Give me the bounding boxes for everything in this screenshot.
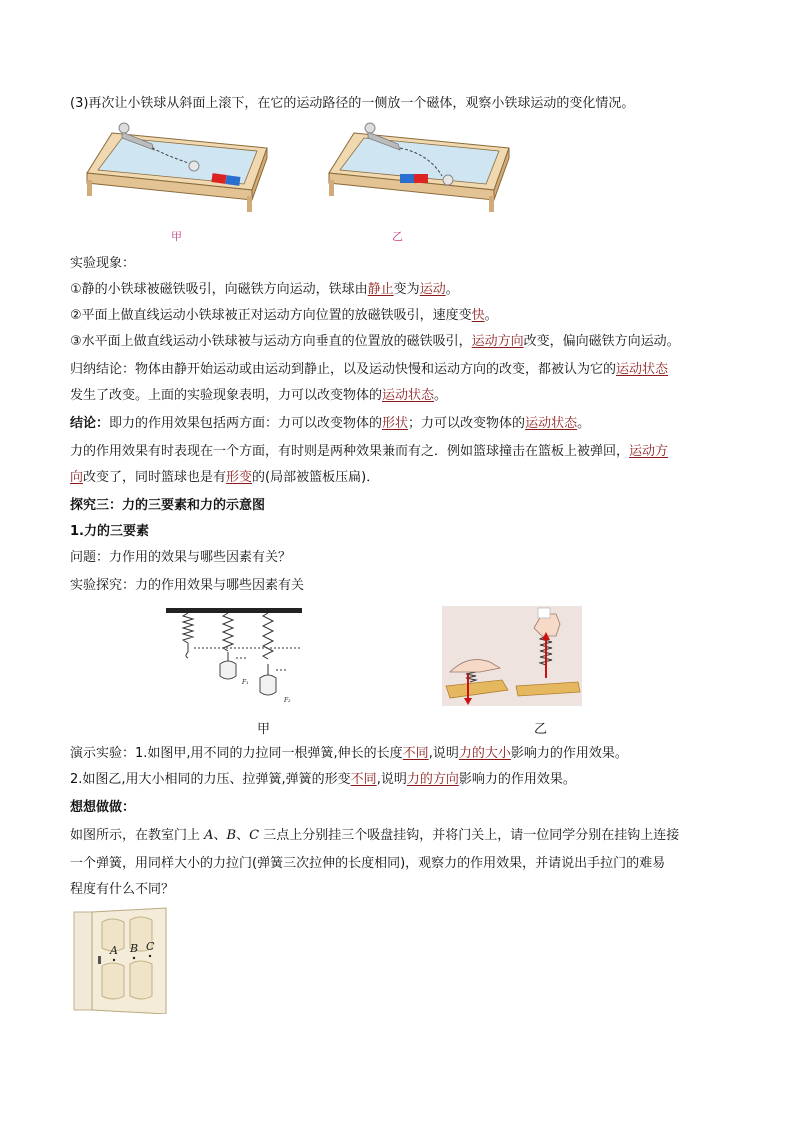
figure-2-caption-a: 甲 (257, 722, 271, 737)
answer-deformation: 形变 (226, 470, 253, 485)
observation-1: ①静的小铁球被磁铁吸引，向磁铁方向运动，铁球由静止变为运动。 (70, 282, 459, 297)
answer-motion-dir-1: 运动方 (629, 444, 669, 459)
answer-different-2: 不同 (350, 772, 377, 787)
experiment-text: 实验探究：力的作用效果与哪些因素有关 (70, 578, 305, 593)
summary-line-1: 归纳结论：物体由静开始运动或由运动到静止，以及运动快慢和运动方向的改变，都被认为它的运动状态 (70, 362, 669, 377)
answer-force-direction: 力的方向 (406, 772, 459, 787)
door-figure (70, 906, 170, 1014)
answer-direction: 运动方向 (471, 334, 524, 349)
answer-motion-state-1: 运动状态 (616, 362, 669, 377)
answer-moving: 运动 (419, 282, 446, 297)
demo-1: 演示实验：1.如图甲,用不同的力拉同一根弹簧,伸长的长度不同,说明力的大小影响力的作用效果。 (70, 746, 628, 761)
springs-figure (166, 604, 306, 708)
conclusion: 结论：即力的作用效果包括两方面：力可以改变物体的形状；力可以改变物体的运动状态。 (70, 416, 591, 431)
observation-3: ③水平面上做直线运动小铁球被与运动方向垂直的位置放的磁铁吸引，运动方向改变，偏向磁铁方向运动。 (70, 334, 680, 349)
answer-motion-state-2: 运动状态 (382, 388, 435, 403)
door-paragraph-line-2: 一个弹簧，用同样大小的力拉门(弹簧三次拉伸的长度相同)，观察力的作用效果，并请说出手拉门的难易 (70, 856, 666, 871)
door-point-a: A (110, 944, 118, 957)
question-text: 问题：力作用的效果与哪些因素有关？ (70, 550, 292, 565)
effects-line-2: 向改变了，同时篮球也是有形变的(局部被篮板压扁)． (70, 470, 380, 485)
door-point-b: B (130, 942, 139, 955)
observation-heading: 实验现象： (70, 256, 136, 271)
paragraph-3: (3)再次让小铁球从斜面上滚下，在它的运动路径的一侧放一个磁体，观察小铁球运动的变化情况。 (70, 96, 635, 111)
answer-different-1: 不同 (402, 746, 429, 761)
answer-motion-dir-2: 向 (70, 470, 84, 485)
force-label-f2: F₂ (284, 697, 291, 704)
subsection-1-heading: 1.力的三要素 (70, 524, 149, 539)
answer-force-magnitude: 力的大小 (458, 746, 511, 761)
demo-2: 2.如图乙,用大小相同的力压、拉弹簧,弹簧的形变不同,说明力的方向影响力的作用效果。 (70, 772, 576, 787)
magnet-ball-figure-b (324, 118, 524, 218)
figure-2-caption-b: 乙 (534, 722, 548, 737)
figure-1-caption-b: 乙 (392, 230, 403, 243)
think-and-do-heading: 想想做做： (70, 800, 136, 815)
section-3-heading: 探究三：力的三要素和力的示意图 (70, 498, 266, 513)
figure-1-caption-a: 甲 (171, 230, 182, 243)
observation-2: ②平面上做直线运动小铁球被正对运动方向位置的放磁铁吸引，速度变快。 (70, 308, 498, 323)
door-paragraph-line-1: 如图所示，在教室门上 A、B、C 三点上分别挂三个吸盘挂钩，并将门关上，请一位同学分别在挂钩上连接 (70, 828, 680, 843)
effects-line-1: 力的作用效果有时表现在一个方面，有时则是两种效果兼而有之．例如篮球撞击在篮板上被弹回，运动方 (70, 444, 669, 459)
force-label-f1: F₁ (242, 679, 249, 686)
summary-line-2: 发生了改变。上面的实验现象表明，力可以改变物体的运动状态。 (70, 388, 448, 403)
press-pull-figure (442, 606, 582, 706)
answer-static: 静止 (367, 282, 394, 297)
answer-motion-state-3: 运动状态 (525, 416, 578, 431)
door-paragraph-line-3: 程度有什么不同？ (70, 882, 175, 897)
answer-fast: 快 (471, 308, 485, 323)
magnet-ball-figure-a (82, 118, 282, 218)
door-point-c: C (146, 940, 155, 953)
answer-shape: 形状 (382, 416, 409, 431)
